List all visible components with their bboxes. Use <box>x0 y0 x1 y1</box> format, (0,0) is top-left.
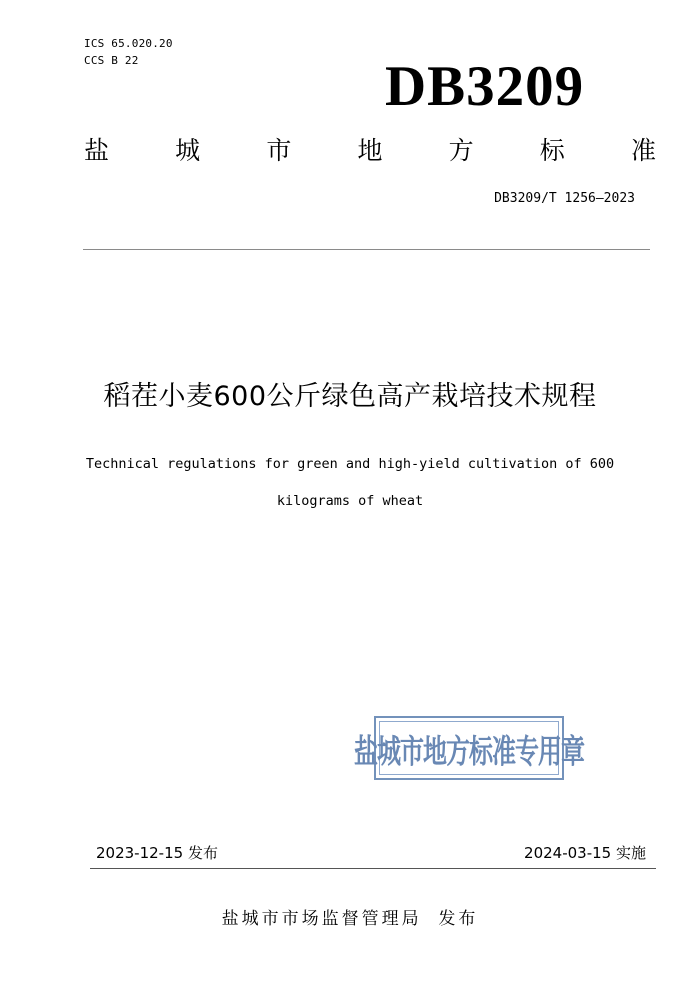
standard-type-char: 准 <box>630 136 656 165</box>
footer-divider <box>90 868 656 869</box>
standard-type-char: 标 <box>539 136 565 165</box>
db-logo: DB3209 <box>385 55 585 118</box>
standard-type-char: 盐 <box>84 136 110 165</box>
standard-number: DB3209/T 1256—2023 <box>494 191 635 206</box>
ccs-code: CCS B 22 <box>84 54 139 67</box>
chinese-title: 稻茬小麦600公斤绿色高产栽培技术规程 <box>103 381 597 412</box>
issuing-authority: 盐城市市场监督管理局 发布 <box>221 909 479 929</box>
implementation-date: 2024-03-15 实施 <box>524 844 646 862</box>
english-title-line-2: kilograms of wheat <box>276 493 424 509</box>
ics-code: ICS 65.020.20 <box>84 37 173 50</box>
seal-text: 盐城市地方标准专用章 <box>354 732 584 771</box>
standard-type-char: 地 <box>357 136 383 165</box>
standard-type-heading <box>84 138 656 163</box>
issue-date: 2023-12-15 发布 <box>96 844 218 862</box>
official-seal-stamp <box>354 716 584 780</box>
english-title-line-1: Technical regulations for green and high-yield cultivation of 600 <box>85 456 615 472</box>
standard-type-char: 市 <box>266 136 292 165</box>
standard-type-char: 城 <box>175 136 201 165</box>
header-divider <box>83 249 650 250</box>
standard-type-char: 方 <box>448 136 474 165</box>
